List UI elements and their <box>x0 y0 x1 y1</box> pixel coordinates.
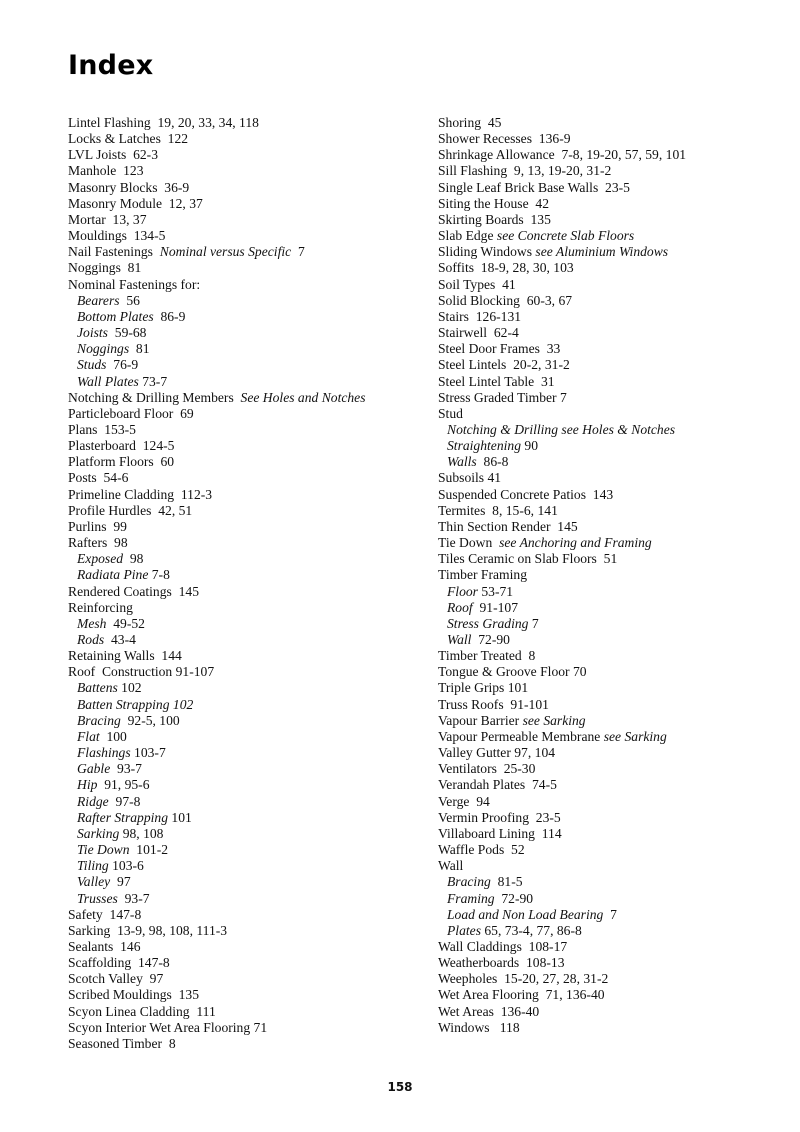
entry-text: Shower Recesses 136-9 <box>438 131 571 147</box>
entry-italic-text: Tiling <box>77 858 109 874</box>
entry-text: Scyon Linea Cladding 111 <box>68 1003 216 1019</box>
entry-text: Manhole 123 <box>68 163 144 179</box>
entry-text: Soffits 18-9, 28, 30, 103 <box>438 260 574 276</box>
entry-italic-text: Plates <box>447 922 481 938</box>
index-subentry <box>68 309 418 325</box>
entry-pages: 90 <box>521 438 539 454</box>
entry-pages: 56 <box>119 292 140 308</box>
entry-italic-text: Gable <box>77 761 111 777</box>
entry-text: Steel Door Frames 33 <box>438 341 561 357</box>
index-subentry <box>68 293 418 309</box>
index-entry <box>68 1036 418 1052</box>
entry-text: Steel Lintels 20-2, 31-2 <box>438 357 570 373</box>
index-entry <box>68 971 418 987</box>
index-column-left <box>68 115 418 1052</box>
entry-text: Safety 147-8 <box>68 906 142 922</box>
index-entry <box>68 115 418 131</box>
entry-text: Sealants 146 <box>68 938 141 954</box>
index-entry <box>68 470 418 486</box>
index-entry <box>438 341 768 357</box>
index-subentry <box>68 858 418 874</box>
index-subentry <box>68 891 418 907</box>
index-entry <box>438 260 768 276</box>
entry-pages: 100 <box>99 728 127 744</box>
entry-italic-text: see Concrete Slab Floors <box>496 228 635 244</box>
entry-text: Scaffolding 147-8 <box>68 955 170 971</box>
index-subentry <box>68 729 418 745</box>
entry-text: Timber Treated 8 <box>438 648 536 664</box>
entry-text: Weepholes 15-20, 27, 28, 31-2 <box>438 971 609 987</box>
index-entry <box>438 987 768 1003</box>
entry-text: Weatherboards 108-13 <box>438 955 565 971</box>
entry-pages: 7-8 <box>148 567 170 583</box>
index-entry <box>438 293 768 309</box>
entry-italic-text: Batten Strapping 102 <box>77 696 194 712</box>
entry-text: Suspended Concrete Patios 143 <box>438 486 614 502</box>
entry-text: Wall <box>438 858 464 874</box>
index-entry <box>438 470 768 486</box>
index-entry <box>68 163 418 179</box>
index-entry <box>438 794 768 810</box>
entry-text: Locks & Latches 122 <box>68 131 189 147</box>
entry-italic-text: see Sarking <box>603 728 667 744</box>
entry-italic-text: Rafter Strapping <box>77 809 169 825</box>
entry-text: Shoring 45 <box>438 115 502 130</box>
index-entry <box>68 438 418 454</box>
index-subentry <box>68 794 418 810</box>
entry-pages: 86-9 <box>153 308 186 324</box>
index-subentry <box>438 874 768 890</box>
entry-text: Roof Construction 91-107 <box>68 664 215 680</box>
entry-text: Scyon Interior Wet Area Flooring 71 <box>68 1019 268 1035</box>
index-subentry <box>438 422 768 438</box>
entry-text: Posts 54-6 <box>68 470 129 486</box>
entry-text: Stud <box>438 405 463 421</box>
entry-text: Vermin Proofing 23-5 <box>438 809 561 825</box>
index-entry <box>68 503 418 519</box>
index-entry <box>438 567 768 583</box>
entry-text: Steel Lintel Table 31 <box>438 373 555 389</box>
index-subentry <box>438 454 768 470</box>
entry-pages: 53-71 <box>477 583 514 599</box>
entry-italic-text: Rods <box>77 632 105 647</box>
entry-italic-text: Wall Plates <box>77 373 139 389</box>
entry-italic-text: Hip <box>77 777 98 793</box>
index-entry <box>68 955 418 971</box>
entry-italic-text: Trusses <box>77 890 118 906</box>
entry-text: Masonry Module 12, 37 <box>68 195 203 211</box>
index-subentry <box>68 567 418 583</box>
index-entry <box>438 196 768 212</box>
index-entry <box>68 1020 418 1036</box>
index-subentry <box>68 632 418 648</box>
entry-text: Timber Framing <box>438 567 527 583</box>
entry-italic-text: Battens <box>77 680 118 696</box>
entry-text: Verandah Plates 74-5 <box>438 777 557 793</box>
entry-text: Rafters 98 <box>68 535 128 551</box>
entry-text: Sill Flashing 9, 13, 19-20, 31-2 <box>438 163 612 179</box>
index-entry <box>438 777 768 793</box>
index-entry <box>438 503 768 519</box>
index-entry <box>68 260 418 276</box>
page-number: 158 <box>387 1080 413 1094</box>
entry-italic-text: Roof <box>447 599 473 615</box>
entry-text: Noggings 81 <box>68 260 142 276</box>
index-entry <box>438 180 768 196</box>
entry-pages: 43-4 <box>104 632 136 647</box>
index-subentry <box>68 874 418 890</box>
entry-text: Seasoned Timber 8 <box>68 1035 176 1051</box>
entry-text: Slab Edge <box>438 228 497 244</box>
entry-italic-text: Floor <box>447 583 478 599</box>
entry-italic-text: see Anchoring and Framing <box>499 535 652 551</box>
index-entry <box>68 212 418 228</box>
entry-text: Vapour Permeable Membrane <box>438 728 604 744</box>
entry-pages: 49-52 <box>106 615 145 631</box>
index-entry <box>438 729 768 745</box>
index-column-right <box>438 115 768 1036</box>
index-entry <box>438 1004 768 1020</box>
entry-text: Scotch Valley 97 <box>68 971 164 987</box>
entry-italic-text: Straightening <box>447 438 522 454</box>
index-subentry <box>68 810 418 826</box>
index-subentry <box>68 325 418 341</box>
index-subentry <box>68 745 418 761</box>
index-entry <box>68 454 418 470</box>
entry-text: Lintel Flashing 19, 20, 33, 34, 118 <box>68 115 259 130</box>
entry-pages: 97-8 <box>108 793 141 809</box>
entry-text: Waffle Pods 52 <box>438 842 525 858</box>
index-entry <box>68 600 418 616</box>
index-entry <box>438 810 768 826</box>
entry-text: Sliding Windows <box>438 244 536 260</box>
index-entry <box>438 115 768 131</box>
entry-pages: 101-2 <box>129 842 169 858</box>
entry-pages: 76-9 <box>106 357 139 373</box>
index-subentry <box>68 551 418 567</box>
entry-pages: 72-90 <box>471 632 510 647</box>
entry-text: Vapour Barrier <box>438 712 523 728</box>
entry-text: Single Leaf Brick Base Walls 23-5 <box>438 179 630 195</box>
entry-text: Wall Claddings 108-17 <box>438 938 568 954</box>
entry-italic-text: Sarking <box>77 825 120 841</box>
index-subentry <box>68 713 418 729</box>
entry-text: Plasterboard 124-5 <box>68 438 175 454</box>
entry-italic-text: See Holes and Notches <box>240 389 366 405</box>
index-entry <box>438 535 768 551</box>
entry-pages: 98 <box>123 551 144 567</box>
entry-text: Scribed Mouldings 135 <box>68 987 200 1003</box>
index-entry <box>438 761 768 777</box>
entry-pages: 73-7 <box>138 373 168 389</box>
entry-text: Reinforcing <box>68 599 133 615</box>
index-entry <box>438 826 768 842</box>
entry-text: Siting the House 42 <box>438 195 550 211</box>
index-subentry <box>68 680 418 696</box>
index-entry <box>68 907 418 923</box>
index-subentry <box>68 826 418 842</box>
index-entry <box>68 244 418 260</box>
index-subentry <box>68 842 418 858</box>
entry-italic-text: Flat <box>77 728 100 744</box>
entry-text: Skirting Boards 135 <box>438 211 551 227</box>
entry-text: Notching & Drilling Members <box>68 389 241 405</box>
entry-pages: 72-90 <box>494 890 534 906</box>
entry-text: Tiles Ceramic on Slab Floors 51 <box>438 551 618 567</box>
index-entry <box>438 277 768 293</box>
index-subentry <box>438 907 768 923</box>
entry-pages: 91-107 <box>472 599 518 615</box>
entry-italic-text: Bottom Plates <box>77 308 154 324</box>
entry-text: Stairs 126-131 <box>438 308 522 324</box>
entry-pages: 86-8 <box>476 454 509 470</box>
entry-text: Stairwell 62-4 <box>438 325 519 341</box>
index-entry <box>438 939 768 955</box>
entry-italic-text: Ridge <box>77 793 109 809</box>
entry-italic-text: Bearers <box>77 292 120 308</box>
index-entry <box>438 648 768 664</box>
entry-pages: 7 <box>528 615 539 631</box>
entry-italic-text: Nominal versus Specific <box>159 244 292 260</box>
index-subentry <box>438 600 768 616</box>
entry-text: Mouldings 134-5 <box>68 228 166 244</box>
entry-italic-text: Flashings <box>77 745 131 761</box>
index-entry <box>438 390 768 406</box>
entry-pages: 81 <box>129 341 150 357</box>
entry-italic-text: Stress Grading <box>447 615 529 631</box>
entry-text: Primeline Cladding 112-3 <box>68 486 213 502</box>
index-entry <box>438 664 768 680</box>
entry-text: Particleboard Floor 69 <box>68 405 194 421</box>
entry-text: Stress Graded Timber 7 <box>438 389 567 405</box>
entry-pages: 103-7 <box>130 745 166 761</box>
index-entry <box>68 131 418 147</box>
index-entry <box>438 212 768 228</box>
index-entry <box>438 1020 768 1036</box>
entry-text: Rendered Coatings 145 <box>68 583 200 599</box>
entry-italic-text: Load and Non Load Bearing <box>447 906 604 922</box>
entry-italic-text: Noggings <box>77 341 130 357</box>
index-entry <box>68 664 418 680</box>
entry-text: Tongue & Groove Floor 70 <box>438 664 587 680</box>
entry-text: Profile Hurdles 42, 51 <box>68 502 193 518</box>
index-subentry <box>438 891 768 907</box>
entry-pages: 102 <box>117 680 142 696</box>
entry-pages: 59-68 <box>107 325 147 341</box>
entry-italic-text: Valley <box>77 874 111 890</box>
page-title: Index <box>68 50 154 81</box>
index-entry <box>438 971 768 987</box>
entry-pages: 103-6 <box>108 858 144 874</box>
entry-text: Solid Blocking 60-3, 67 <box>438 292 573 308</box>
entry-text: Nail Fastenings <box>68 244 160 260</box>
entry-text: Retaining Walls 144 <box>68 648 182 664</box>
entry-text: Wet Area Flooring 71, 136-40 <box>438 987 605 1003</box>
entry-text: Nominal Fastenings for: <box>68 276 201 292</box>
index-entry <box>438 228 768 244</box>
entry-italic-text: Radiata Pine <box>77 567 149 583</box>
index-entry <box>68 277 418 293</box>
index-subentry <box>68 357 418 373</box>
entry-pages: 65, 73-4, 77, 86-8 <box>480 922 582 938</box>
entry-pages: 98, 108 <box>119 825 164 841</box>
index-entry <box>438 697 768 713</box>
index-subentry <box>68 697 418 713</box>
entry-text: LVL Joists 62-3 <box>68 147 159 163</box>
entry-text: Villaboard Lining 114 <box>438 825 562 841</box>
entry-pages: 7 <box>291 244 305 260</box>
entry-text: Thin Section Render 145 <box>438 518 578 534</box>
index-subentry <box>438 632 768 648</box>
entry-text: Platform Floors 60 <box>68 454 175 470</box>
index-entry <box>68 180 418 196</box>
index-entry <box>438 519 768 535</box>
entry-text: Valley Gutter 97, 104 <box>438 745 556 761</box>
index-entry <box>438 842 768 858</box>
entry-pages: 101 <box>168 809 192 825</box>
entry-text: Shrinkage Allowance 7-8, 19-20, 57, 59, 101 <box>438 147 687 163</box>
index-entry <box>438 309 768 325</box>
entry-pages: 91, 95-6 <box>97 777 150 793</box>
entry-pages: 92-5, 100 <box>120 712 180 728</box>
index-entry <box>438 244 768 260</box>
entry-text: Truss Roofs 91-101 <box>438 696 549 712</box>
entry-pages: 93-7 <box>117 890 150 906</box>
entry-text: Ventilators 25-30 <box>438 761 536 777</box>
index-subentry <box>68 374 418 390</box>
index-subentry <box>68 616 418 632</box>
index-entry <box>438 374 768 390</box>
entry-text: Plans 153-5 <box>68 421 136 437</box>
index-entry <box>68 987 418 1003</box>
entry-text: Windows 118 <box>438 1019 520 1035</box>
index-entry <box>438 325 768 341</box>
entry-italic-text: Joists <box>77 325 108 341</box>
entry-text: Tie Down <box>438 535 500 551</box>
index-entry <box>68 228 418 244</box>
entry-pages: 81-5 <box>490 874 523 890</box>
entry-text: Termites 8, 15-6, 141 <box>438 502 558 518</box>
index-entry <box>438 487 768 503</box>
index-entry <box>438 713 768 729</box>
index-entry <box>68 422 418 438</box>
entry-italic-text: see Aluminium Windows <box>535 244 669 260</box>
index-entry <box>438 357 768 373</box>
index-entry <box>438 406 768 422</box>
index-entry <box>68 535 418 551</box>
entry-italic-text: Mesh <box>77 615 107 631</box>
index-entry <box>68 196 418 212</box>
index-entry <box>68 923 418 939</box>
index-entry <box>68 390 418 406</box>
entry-text: Subsoils 41 <box>438 470 502 486</box>
index-entry <box>438 955 768 971</box>
index-entry <box>68 584 418 600</box>
index-subentry <box>438 923 768 939</box>
entry-italic-text: Bracing <box>77 712 121 728</box>
index-subentry <box>438 438 768 454</box>
entry-text: Soil Types 41 <box>438 276 516 292</box>
index-entry <box>438 745 768 761</box>
index-subentry <box>438 584 768 600</box>
index-subentry <box>68 777 418 793</box>
entry-pages: 93-7 <box>110 761 142 777</box>
entry-italic-text: Exposed <box>77 551 124 567</box>
entry-text: Wet Areas 136-40 <box>438 1003 540 1019</box>
index-entry <box>438 680 768 696</box>
entry-text: Verge 94 <box>438 793 490 809</box>
entry-text: Masonry Blocks 36-9 <box>68 179 190 195</box>
index-subentry <box>68 341 418 357</box>
entry-text: Triple Grips 101 <box>438 680 529 696</box>
index-entry <box>68 147 418 163</box>
entry-italic-text: Studs <box>77 357 107 373</box>
index-entry <box>68 487 418 503</box>
entry-text: Purlins 99 <box>68 518 127 534</box>
entry-pages: 97 <box>110 874 131 890</box>
entry-italic-text: Bracing <box>447 874 491 890</box>
index-subentry <box>68 761 418 777</box>
entry-italic-text: Framing <box>447 890 495 906</box>
index-subentry <box>438 616 768 632</box>
entry-italic-text: Walls <box>447 454 477 470</box>
entry-italic-text: Notching & Drilling see Holes & Notches <box>447 421 676 437</box>
index-entry <box>438 551 768 567</box>
index-entry <box>68 519 418 535</box>
index-entry <box>438 131 768 147</box>
index-entry <box>68 648 418 664</box>
index-entry <box>68 406 418 422</box>
entry-italic-text: Wall <box>447 632 472 647</box>
index-entry <box>438 147 768 163</box>
entry-text: Sarking 13-9, 98, 108, 111-3 <box>68 922 228 938</box>
entry-italic-text: see Sarking <box>522 712 586 728</box>
index-entry <box>68 939 418 955</box>
entry-pages: 7 <box>603 906 617 922</box>
index-entry <box>438 858 768 874</box>
index-entry <box>438 163 768 179</box>
index-entry <box>68 1004 418 1020</box>
entry-text: Mortar 13, 37 <box>68 211 147 227</box>
entry-italic-text: Tie Down <box>77 842 130 858</box>
